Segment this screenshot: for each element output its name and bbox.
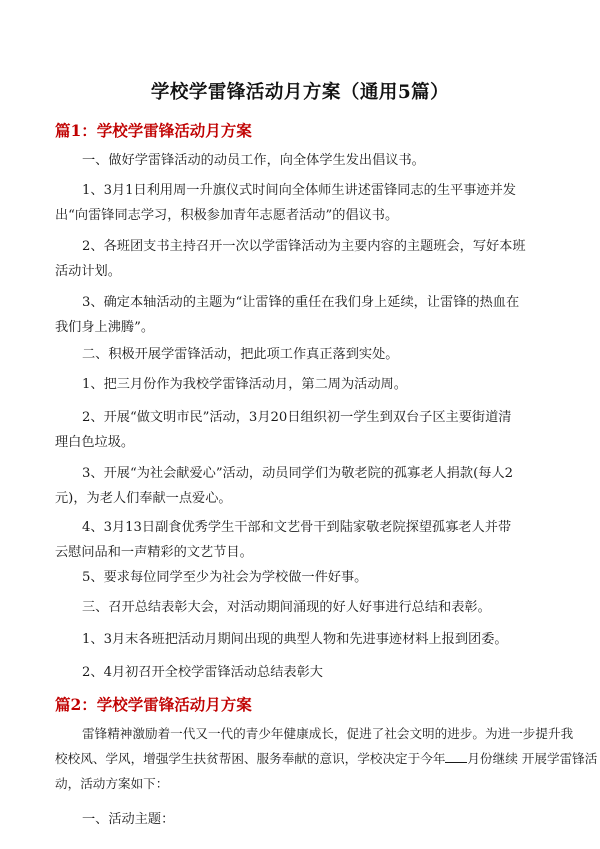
paragraph (55, 405, 550, 455)
paragraph (55, 595, 550, 620)
paragraph-text: 校校风、学风，增强学生扶贫帮困、服务奉献的意识，学校决定于今年 (55, 751, 446, 766)
paragraph-line: 一、做好学雷锋活动的动员工作，向全体学生发出倡议书。 (82, 153, 425, 168)
paragraph (55, 627, 550, 652)
paragraph-line: 动，活动方案如下： (55, 776, 169, 791)
paragraph (55, 234, 550, 284)
paragraph-line (55, 746, 598, 771)
paragraph-line: 活动计划。 (55, 264, 121, 279)
paragraph (55, 461, 550, 511)
paragraph-line: 1、3月1日利用周一升旗仪式时间向全体师生讲述雷锋同志的生平事迹并发 (82, 183, 516, 198)
paragraph-line: 1、把三月份作为我校学雷锋活动月，第二周为活动周。 (82, 377, 407, 392)
paragraph (55, 515, 550, 565)
paragraph (55, 660, 550, 685)
paragraph-line: 5、要求每位同学至少为社会为学校做一件好事。 (82, 570, 368, 585)
fill-in-blank (445, 748, 467, 763)
paragraph-line: 云慰问品和一声精彩的文艺节目。 (55, 545, 253, 560)
paragraph-line: 2、4月初召开全校学雷锋活动总结表彰大 (82, 665, 323, 680)
paragraph (55, 290, 550, 340)
paragraph-line: 雷锋精神激励着一代又一代的青少年健康成长，促进了社会文明的进步。为进一步提升我 (82, 726, 574, 741)
paragraph-line: 3、开展“为社会献爱心”活动，动员同学们为敬老院的孤寡老人捐款(每人2 (82, 466, 514, 481)
section-heading-2: 篇2：学校学雷锋活动月方案 (55, 695, 252, 714)
paragraph-line: 一、活动主题： (82, 812, 175, 827)
paragraph-line: 出“向雷锋同志学习，积极参加青年志愿者活动”的倡议书。 (55, 208, 399, 223)
paragraph-line: 理白色垃圾。 (55, 435, 135, 450)
paragraph (55, 148, 550, 173)
paragraph-line: 二、积极开展学雷锋活动，把此项工作真正落到实处。 (82, 347, 399, 362)
paragraph (55, 721, 598, 796)
paragraph-line: 3、确定本轴活动的主题为“让雷锋的重任在我们身上延续，让雷锋的热血在 (82, 295, 520, 310)
paragraph (55, 807, 550, 832)
paragraph-line: 元)，为老人们奉献一点爱心。 (55, 491, 232, 506)
paragraph-line: 1、3月末各班把活动月期间出现的典型人物和先进事迹材料上报到团委。 (82, 632, 508, 647)
paragraph (55, 342, 550, 367)
paragraph-line: 2、各班团支书主持召开一次以学雷锋活动为主要内容的主题班会，写好本班 (82, 239, 526, 254)
paragraph (55, 372, 550, 397)
paragraph-line: 我们身上沸腾”。 (55, 320, 155, 335)
paragraph-line: 三、召开总结表彰大会，对活动期间涌现的好人好事进行总结和表彰。 (82, 600, 491, 615)
paragraph-line: 2、开展“做文明市民”活动，3月20日组织初一学生到双台子区主要街道清 (82, 410, 512, 425)
paragraph-text: 月份继续 开展学雷锋活 (467, 751, 598, 766)
paragraph-line: 4、3月13日副食优秀学生干部和文艺骨干到陆家敬老院探望孤寡老人并带 (82, 520, 512, 535)
paragraph (55, 178, 550, 228)
document-title: 学校学雷锋活动月方案（通用5篇） (150, 82, 450, 103)
section-heading-1: 篇1：学校学雷锋活动月方案 (55, 121, 252, 140)
paragraph (55, 565, 550, 590)
